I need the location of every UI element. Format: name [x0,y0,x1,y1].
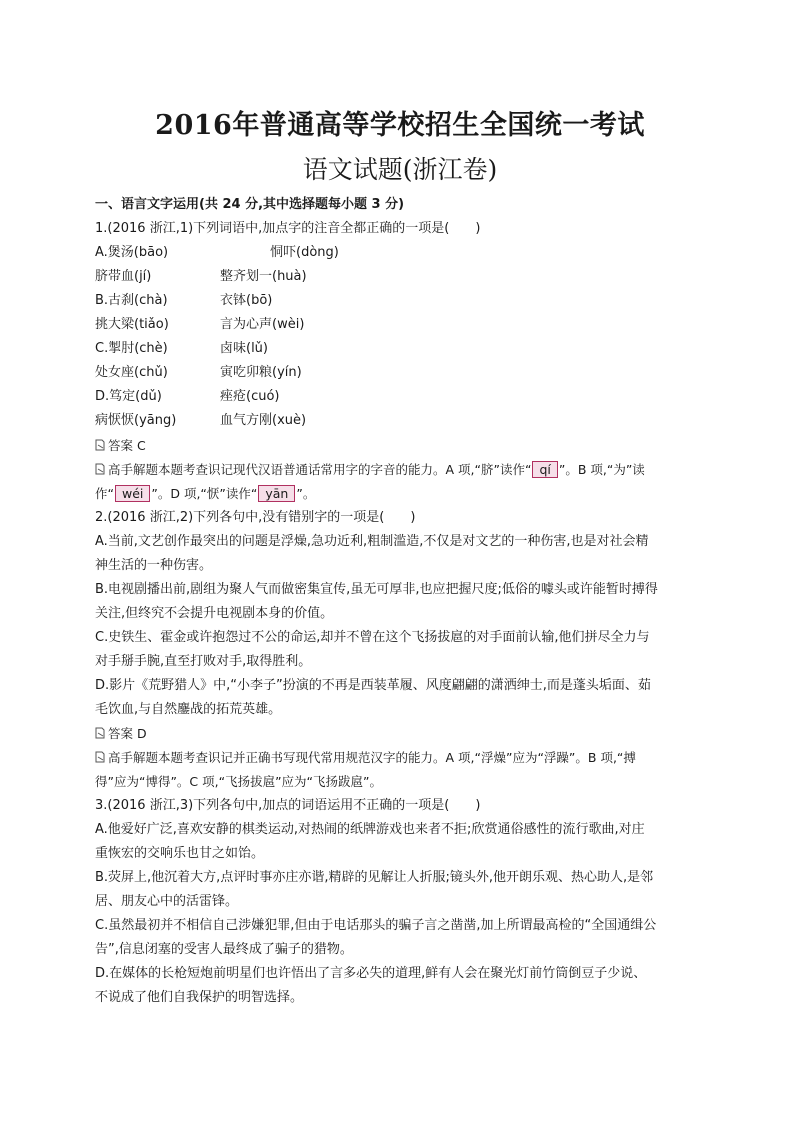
q3-option-line: D.在媒体的长枪短炮前明星们也许悟出了言多必失的道理,鲜有人会在聚光灯前竹筒倒豆子少说、 [95,966,647,981]
q1-option-row-right: 卤味(lǔ) [220,341,268,356]
q3-option-line: A.他爱好广泛,喜欢安静的棋类运动,对热闹的纸牌游戏也来者不拒;欣赏通俗感性的流行歌曲,对庄 [95,822,645,837]
q1-option-row: 病恹恹(yāng) [95,413,177,428]
answer-marker-icon [95,727,105,739]
q3-option-line: 居、朋友心中的活雷锋。 [95,894,239,909]
q2-option-line: A.当前,文艺创作最突出的问题是浮燥,急功近利,粗制滥造,不仅是对文艺的一种伤害,也是对社会精 [95,534,649,549]
pinyin-fill-box: wéi [115,485,150,502]
q2-explanation-line: 得”应为“博得”。C 项,“飞扬拔扈”应为“飞扬跋扈”。 [95,774,383,789]
q3-option-line: C.虽然最初并不相信自己涉嫌犯罪,但由于电话那头的骗子言之凿凿,加上所谓最高检的“全国通缉公 [95,918,657,933]
q2-option-line: 毛饮血,与自然鏖战的拓荒英雄。 [95,702,282,717]
q1-option-row: B.古刹(chà) [95,293,168,308]
q2-option-line: B.电视剧播出前,剧组为聚人气而做密集宣传,虽无可厚非,也应把握尺度;低俗的噱头或许能暂时搏得 [95,582,658,597]
q1-option-row-right: 血气方刚(xuè) [220,413,307,428]
q3-option-line: B.荧屏上,他沉着大方,点评时事亦庄亦谐,精辟的见解让人折服;镜头外,他开朗乐观、热心助人,是邻 [95,870,654,885]
q1-option-row-right: 痤疮(cuó) [220,389,280,404]
q1-answer: 答案 C [95,437,146,455]
q2-option-line: C.史铁生、霍金或许抱怨过不公的命运,却并不曾在这个飞扬拔扈的对手面前认输,他们拼尽全力与 [95,630,650,645]
q2-option-line: D.影片《荒野猎人》中,“小李子”扮演的不再是西装革履、风度翩翩的潇洒绅士,而是蓬头垢面、茹 [95,678,651,693]
q1-option-row-right: 寅吃卯粮(yín) [220,365,302,380]
question-1-stem: 1.(2016 浙江,1)下列词语中,加点字的注音全都正确的一项是( ) [95,221,481,236]
pinyin-fill-box: yān [258,485,295,502]
pinyin-fill-box: qí [532,461,557,478]
answer-marker-icon [95,439,105,451]
q1-option-row-right: 衣钵(bō) [220,293,273,308]
q1-option-row: A.煲汤(bāo) [95,245,169,260]
q1-option-row: 脐带血(jí) [95,269,152,284]
question-2-stem: 2.(2016 浙江,2)下列各句中,没有错别字的一项是( ) [95,510,416,525]
q1-explanation-line: 高手解题本题考查识记现代汉语普通话常用字的字音的能力。A 项,“脐”读作“ qí ”。B 项,“为”读 [95,461,645,479]
q3-option-line: 告”,信息闭塞的受害人最终成了骗子的猎物。 [95,942,353,957]
q1-option-row-right: 恫吓(dòng) [270,245,339,260]
q3-option-line: 重恢宏的交响乐也甘之如饴。 [95,846,265,861]
page-subtitle: 语文试题(浙江卷) [302,155,498,184]
q2-option-line: 神生活的一种伤害。 [95,558,213,573]
section-heading: 一、语言文字运用(共 24 分,其中选择题每小题 3 分) [95,197,405,212]
question-3-stem: 3.(2016 浙江,3)下列各句中,加点的词语运用不正确的一项是( ) [95,798,481,813]
q2-explanation-line: 高手解题本题考查识记并正确书写现代常用规范汉字的能力。A 项,“浮燥”应为“浮躁”。B 项,“搏 [95,749,636,767]
q2-option-line: 对手掰手腕,直至打败对手,取得胜利。 [95,654,312,669]
explanation-marker-icon [95,463,105,475]
q1-option-row: D.笃定(dǔ) [95,389,162,404]
q1-explanation-line: 作“ wéi ”。D 项,“恹”读作“ yān ”。 [95,486,316,501]
explanation-marker-icon [95,751,105,763]
q1-option-row-right: 言为心声(wèi) [220,317,305,332]
q2-option-line: 关注,但终究不会提升电视剧本身的价值。 [95,606,334,621]
q1-option-row: C.掣肘(chè) [95,341,168,356]
q1-option-row: 处女座(chǔ) [95,365,168,380]
q1-option-row-right: 整齐划一(huà) [220,269,307,284]
page-title: 2016年普通高等学校招生全国统一考试 [155,110,645,141]
q2-answer: 答案 D [95,725,147,743]
q1-option-row: 挑大梁(tiǎo) [95,317,169,332]
q3-option-line: 不说成了他们自我保护的明智选择。 [95,990,304,1005]
